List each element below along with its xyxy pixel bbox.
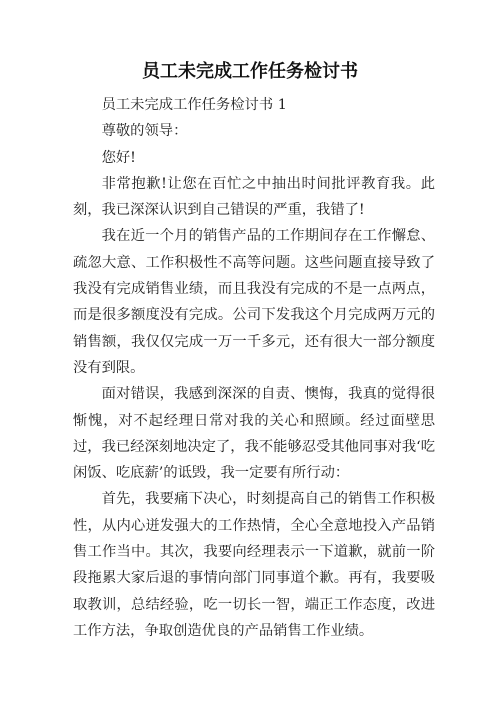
letter-heading: 员工未完成工作任务检讨书 1 xyxy=(101,97,287,113)
salutation: 尊敬的领导： xyxy=(101,123,188,140)
body-paragraph: 我在近一个月的销售产品的工作期间存在工作懈怠、疏忽大意、工作积极性不高等问题。这些问题直接导致了我没有完成销售业绩，而且我没有完成的不是一点两点，而是很多额度没有完成。公司下发我这个月完成两万元的销售额，我仅仅完成一万一千多元，还有很大一部分额度没有到限。 xyxy=(73,228,435,376)
body-paragraph: 首先，我要痛下决心，时刻提高自己的销售工作积极性，从内心迸发强大的工作热情，全心全意地投入产品销售工作当中。其次，我要向经理表示一下道歉，就前一阶段拖累大家后退的事情向部门同事道个歉。再有，我要吸取教训，总结经验，吃一切长一智，端正工作态度，改进工作方法，争取创造优良的产品销售工作业绩。 xyxy=(73,491,435,639)
body-paragraph: 非常抱歉!让您在百忙之中抽出时间批评教育我。此刻，我已深深认识到自己错误的严重，我错了! xyxy=(73,175,435,219)
document-title: 员工未完成工作任务检讨书 xyxy=(142,61,358,82)
greeting: 您好! xyxy=(101,149,136,166)
body-paragraph: 面对错误，我感到深深的自责、懊悔，我真的觉得很惭愧，对不起经理日常对我的关心和照顾。经过面壁思过，我已经深刻地决定了，我不能够忍受其他同事对我‘吃闲饭、吃底薪’的诋毁，我一定要有所行动： xyxy=(73,386,435,482)
document-body xyxy=(73,92,435,644)
